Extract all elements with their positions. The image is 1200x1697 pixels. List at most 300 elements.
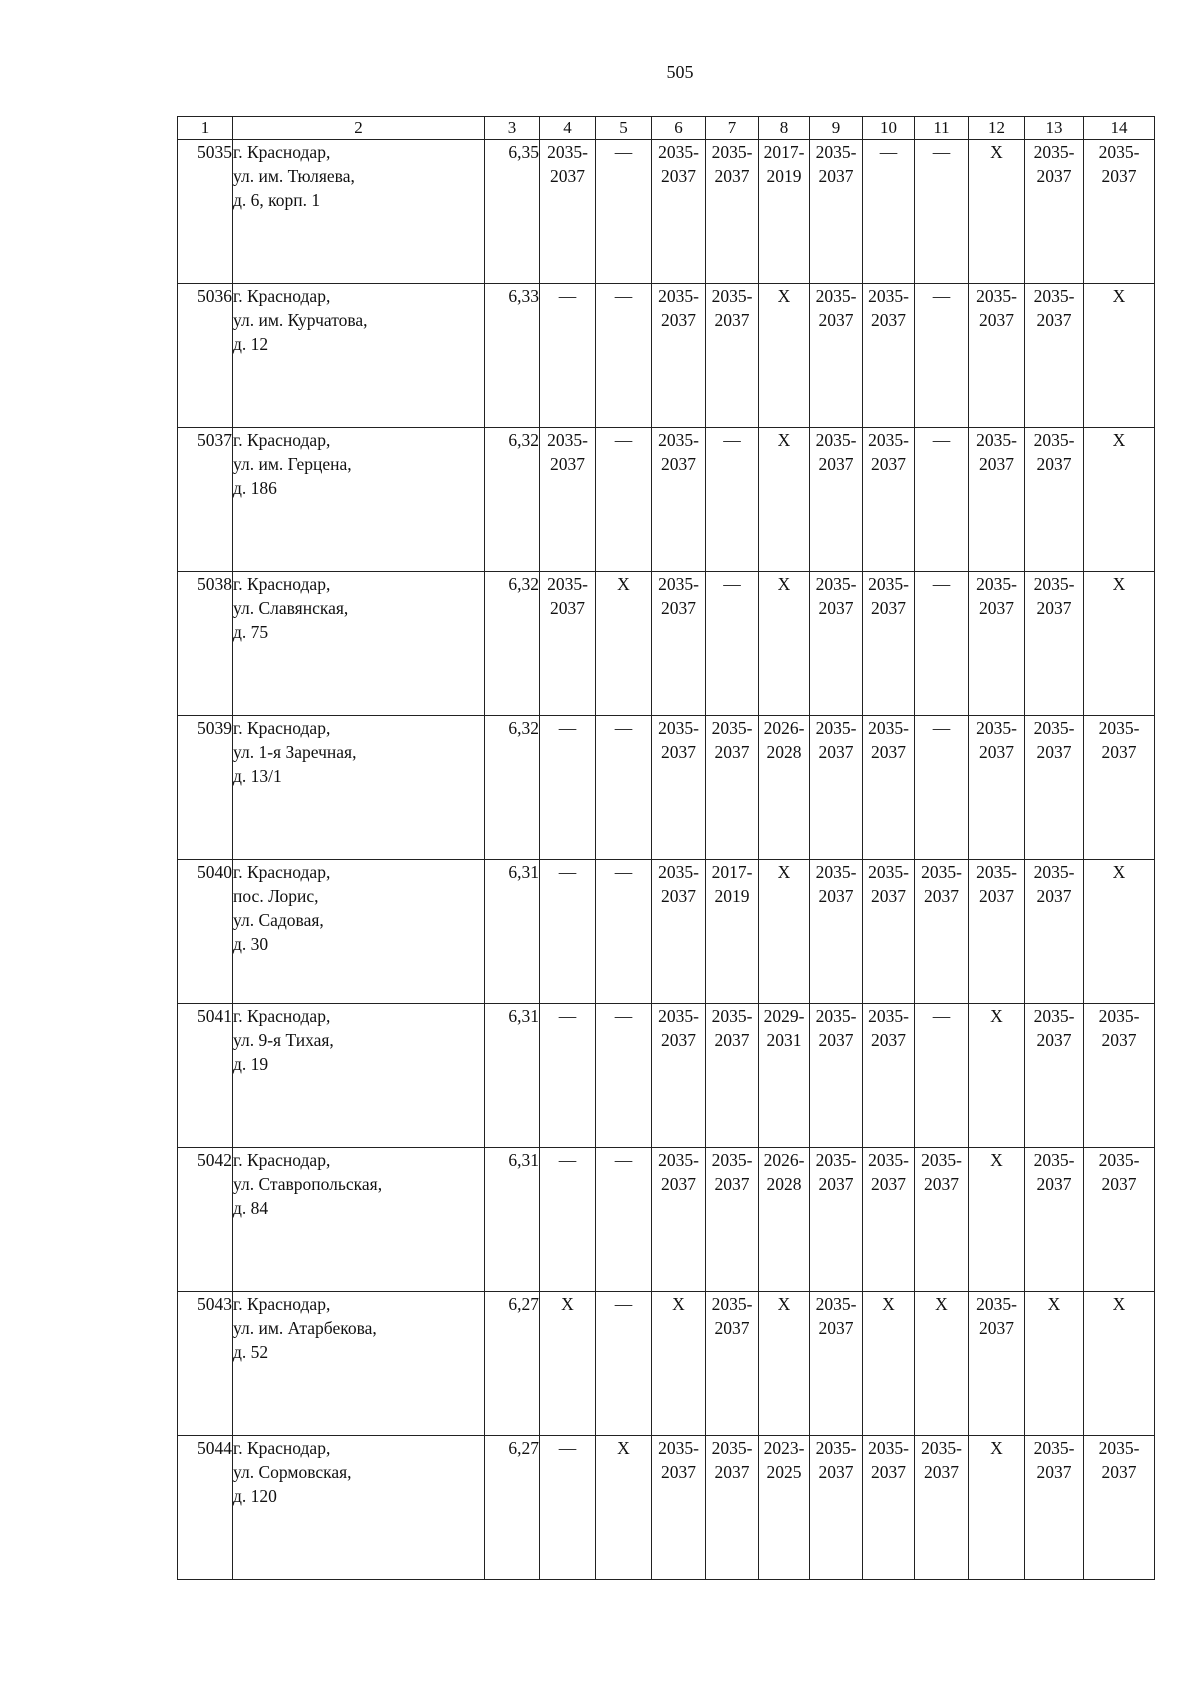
period-end: 2037 [661,886,696,906]
address-line: пос. Лорис, [233,886,319,906]
period-start: 2035- [921,1438,962,1458]
column-header: 12 [969,117,1025,140]
period-start: 2035- [976,574,1017,594]
address-cell [233,572,485,716]
period-end: 2037 [661,1030,696,1050]
row-number: 5044 [178,1436,233,1580]
address-line: д. 19 [233,1054,269,1074]
period-cell [759,1436,810,1580]
period-cell: Х [863,1292,915,1436]
period-start: 2035- [711,718,753,738]
column-header: 5 [596,117,652,140]
period-end: 2037 [1036,742,1072,762]
period-end: 2037 [871,598,906,618]
period-cell [706,1148,759,1292]
period-cell: Х [759,572,810,716]
table-row [178,284,1155,428]
value-cell: 6,32 [485,716,540,860]
period-start: 2035- [658,142,699,162]
period-end: 2037 [1101,166,1137,186]
period-cell: — [863,140,915,284]
period-start: 2035- [1033,718,1075,738]
period-cell: Х [652,1292,706,1436]
period-cell [1084,1436,1155,1580]
period-cell: Х [915,1292,969,1436]
column-header: 10 [863,117,915,140]
period-cell [1025,1436,1084,1580]
period-end: 2037 [661,598,696,618]
period-end: 2037 [1101,742,1137,762]
address-line: д. 12 [233,334,269,354]
period-end: 2037 [1036,166,1072,186]
period-start: 2035- [711,1006,753,1026]
row-number: 5036 [178,284,233,428]
value-cell: 6,27 [485,1436,540,1580]
period-cell [652,1436,706,1580]
period-start: 2035- [1033,862,1075,882]
period-start: 2035- [658,862,699,882]
period-end: 2037 [1036,1462,1072,1482]
period-cell [915,1436,969,1580]
address-cell [233,140,485,284]
period-cell [540,428,596,572]
period-cell [540,140,596,284]
value-cell: 6,33 [485,284,540,428]
address-line: ул. 9-я Тихая, [233,1030,334,1050]
value-cell: 6,27 [485,1292,540,1436]
period-cell [863,1148,915,1292]
row-number: 5037 [178,428,233,572]
period-start: 2035- [868,430,909,450]
period-cell [1084,1148,1155,1292]
period-cell [1025,140,1084,284]
period-cell [969,860,1025,1004]
column-header: 1 [178,117,233,140]
period-end: 2037 [818,1462,854,1482]
row-number: 5038 [178,572,233,716]
period-start: 2035- [658,574,699,594]
period-end: 2037 [550,166,585,186]
row-number: 5039 [178,716,233,860]
period-cell [1025,860,1084,1004]
period-start: 2035- [976,430,1017,450]
period-end: 2037 [871,742,906,762]
period-cell [540,572,596,716]
period-cell [969,716,1025,860]
period-end: 2037 [1101,1030,1137,1050]
period-start: 2035- [1033,430,1075,450]
period-cell [863,428,915,572]
period-cell: Х [1084,428,1155,572]
period-start: 2035- [1033,574,1075,594]
period-cell [1025,1004,1084,1148]
period-cell [969,284,1025,428]
period-start: 2035- [1098,1006,1140,1026]
period-start: 2035- [1033,1006,1075,1026]
period-end: 2037 [714,1318,750,1338]
period-cell: Х [759,860,810,1004]
period-start: 2035- [547,142,588,162]
address-line: д. 84 [233,1198,269,1218]
row-number: 5040 [178,860,233,1004]
period-start: 2035- [1033,1150,1075,1170]
period-start: 2035- [1033,142,1075,162]
address-line: ул. 1-я Заречная, [233,742,357,762]
period-end: 2037 [818,742,854,762]
period-cell: Х [540,1292,596,1436]
period-start: 2035- [711,142,753,162]
period-start: 2035- [868,1006,909,1026]
period-cell [863,284,915,428]
period-cell [706,860,759,1004]
period-cell [759,1148,810,1292]
period-end: 2037 [979,742,1014,762]
period-cell [652,284,706,428]
period-start: 2035- [815,862,857,882]
period-end: 2037 [924,1174,959,1194]
period-cell [652,428,706,572]
period-cell: — [915,140,969,284]
period-end: 2037 [871,1174,906,1194]
period-start: 2035- [815,430,857,450]
period-end: 2028 [766,742,802,762]
period-cell: Х [596,1436,652,1580]
period-cell [863,1436,915,1580]
period-cell [759,1004,810,1148]
period-start: 2035- [1098,718,1140,738]
period-start: 2035- [547,574,588,594]
period-end: 2037 [550,454,585,474]
period-cell [1084,1004,1155,1148]
address-line: ул. Ставропольская, [233,1174,383,1194]
address-line: д. 186 [233,478,277,498]
period-cell [863,860,915,1004]
period-end: 2037 [979,310,1014,330]
period-end: 2028 [766,1174,802,1194]
column-header: 4 [540,117,596,140]
address-line: д. 6, корп. 1 [233,190,321,210]
period-start: 2035- [1098,1438,1140,1458]
period-cell: Х [759,428,810,572]
table-row [178,428,1155,572]
value-cell: 6,32 [485,572,540,716]
period-cell: Х [759,1292,810,1436]
period-start: 2035- [921,1150,962,1170]
column-header: 14 [1084,117,1155,140]
address-line: г. Краснодар, [233,142,331,162]
table-row [178,140,1155,284]
period-cell [759,140,810,284]
repair-schedule-table [177,116,1155,1580]
period-start: 2029- [763,1006,805,1026]
period-cell [759,716,810,860]
period-start: 2035- [711,286,753,306]
period-end: 2037 [979,1318,1014,1338]
period-cell: Х [969,1004,1025,1148]
period-end: 2037 [818,454,854,474]
period-start: 2035- [658,286,699,306]
period-cell [652,572,706,716]
period-start: 2035- [1033,286,1075,306]
period-end: 2037 [1036,1030,1072,1050]
period-start: 2026- [763,1150,805,1170]
period-cell [652,716,706,860]
table-row [178,716,1155,860]
period-end: 2037 [661,1462,696,1482]
period-start: 2035- [658,1150,699,1170]
period-cell [652,1004,706,1148]
period-cell [863,572,915,716]
period-end: 2037 [1036,886,1072,906]
period-end: 2037 [818,886,854,906]
period-start: 2035- [815,574,857,594]
period-cell [1025,284,1084,428]
period-end: 2037 [871,454,906,474]
period-start: 2035- [976,718,1017,738]
period-cell: Х [596,572,652,716]
period-cell: — [596,1148,652,1292]
address-line: ул. им. Тюляева, [233,166,355,186]
address-line: г. Краснодар, [233,1006,331,1026]
column-header: 9 [810,117,863,140]
address-line: д. 30 [233,934,269,954]
period-end: 2037 [661,742,696,762]
header-row [178,117,1155,140]
period-end: 2037 [714,310,750,330]
period-start: 2035- [547,430,588,450]
period-cell: — [915,284,969,428]
address-line: д. 120 [233,1486,277,1506]
value-cell: 6,31 [485,1004,540,1148]
period-end: 2037 [714,1462,750,1482]
period-start: 2035- [868,718,909,738]
period-start: 2035- [976,862,1017,882]
period-cell: — [596,140,652,284]
column-header: 6 [652,117,706,140]
period-start: 2035- [658,1006,699,1026]
period-start: 2035- [711,1150,753,1170]
period-end: 2037 [871,310,906,330]
period-cell [810,860,863,1004]
value-cell: 6,31 [485,1148,540,1292]
period-start: 2035- [815,1006,857,1026]
period-cell [969,572,1025,716]
period-cell [706,284,759,428]
value-cell: 6,32 [485,428,540,572]
period-start: 2023- [763,1438,805,1458]
table-row [178,1292,1155,1436]
period-start: 2035- [815,142,857,162]
address-line: г. Краснодар, [233,862,331,882]
period-end: 2037 [714,166,750,186]
period-start: 2035- [815,286,857,306]
period-cell: — [915,428,969,572]
period-start: 2035- [1098,142,1140,162]
table-row [178,860,1155,1004]
address-line: г. Краснодар, [233,1438,331,1458]
period-cell: — [706,572,759,716]
period-cell: — [540,1004,596,1148]
address-line: ул. им. Курчатова, [233,310,368,330]
row-number: 5035 [178,140,233,284]
period-cell [810,140,863,284]
period-end: 2019 [766,166,802,186]
address-line: г. Краснодар, [233,1150,331,1170]
period-cell [706,716,759,860]
period-cell: — [596,860,652,1004]
period-end: 2037 [924,886,959,906]
period-end: 2037 [979,598,1014,618]
period-cell [652,140,706,284]
address-line: д. 75 [233,622,269,642]
column-header: 8 [759,117,810,140]
period-end: 2037 [661,166,696,186]
period-end: 2037 [714,1030,750,1050]
period-end: 2037 [871,1462,906,1482]
table-body [178,140,1155,1580]
period-cell [652,1148,706,1292]
period-end: 2037 [818,1318,854,1338]
period-start: 2035- [658,718,699,738]
table-row [178,572,1155,716]
period-end: 2037 [1101,1174,1137,1194]
period-cell: — [596,428,652,572]
period-cell: Х [1084,284,1155,428]
address-line: д. 13/1 [233,766,282,786]
period-end: 2037 [1036,598,1072,618]
period-start: 2035- [868,1150,909,1170]
period-start: 2035- [976,1294,1017,1314]
period-end: 2019 [714,886,750,906]
address-cell [233,428,485,572]
period-start: 2035- [868,574,909,594]
period-cell [915,860,969,1004]
period-start: 2035- [815,718,857,738]
period-end: 2037 [979,454,1014,474]
period-cell [810,428,863,572]
column-header: 2 [233,117,485,140]
address-cell [233,1436,485,1580]
period-end: 2031 [766,1030,802,1050]
address-line: ул. Сормовская, [233,1462,352,1482]
period-cell [706,1292,759,1436]
period-cell: Х [969,1436,1025,1580]
period-cell: — [596,1292,652,1436]
table-row [178,1148,1155,1292]
period-cell [915,1148,969,1292]
period-cell: — [540,860,596,1004]
period-cell: Х [759,284,810,428]
period-start: 2035- [868,1438,909,1458]
address-cell [233,1004,485,1148]
period-start: 2035- [1098,1150,1140,1170]
period-cell: — [915,1004,969,1148]
period-start: 2017- [763,142,805,162]
period-cell [810,1148,863,1292]
column-header: 13 [1025,117,1084,140]
period-start: 2035- [815,1150,857,1170]
address-line: ул. им. Герцена, [233,454,352,474]
period-end: 2037 [818,1030,854,1050]
period-cell: Х [1084,860,1155,1004]
address-cell [233,1148,485,1292]
period-end: 2037 [979,886,1014,906]
period-cell [810,1436,863,1580]
period-cell [1025,572,1084,716]
address-line: г. Краснодар, [233,430,331,450]
period-cell [969,428,1025,572]
period-cell: Х [969,1148,1025,1292]
period-cell [863,716,915,860]
period-cell [1025,1148,1084,1292]
period-cell: — [540,716,596,860]
period-start: 2035- [868,286,909,306]
period-end: 2037 [818,166,854,186]
period-cell [652,860,706,1004]
period-cell: — [596,284,652,428]
period-cell: Х [969,140,1025,284]
period-start: 2035- [658,430,699,450]
period-cell [810,1004,863,1148]
page-number: 505 [666,62,694,82]
table-row [178,1436,1155,1580]
period-cell: — [706,428,759,572]
period-cell [1025,716,1084,860]
period-cell [810,716,863,860]
period-end: 2037 [871,1030,906,1050]
row-number: 5043 [178,1292,233,1436]
address-line: ул. им. Атарбекова, [233,1318,377,1338]
period-end: 2037 [1036,1174,1072,1194]
period-end: 2037 [661,310,696,330]
period-start: 2035- [868,862,909,882]
address-line: ул. Садовая, [233,910,324,930]
period-end: 2037 [1036,454,1072,474]
period-end: 2037 [714,742,750,762]
period-end: 2037 [871,886,906,906]
period-cell [706,1436,759,1580]
value-cell: 6,31 [485,860,540,1004]
period-cell: — [540,284,596,428]
period-start: 2017- [711,862,753,882]
address-cell [233,860,485,1004]
address-line: д. 52 [233,1342,269,1362]
period-start: 2035- [921,862,962,882]
period-cell: — [915,572,969,716]
address-cell [233,716,485,860]
period-cell [1084,716,1155,860]
address-line: г. Краснодар, [233,574,331,594]
period-cell [810,1292,863,1436]
column-header: 7 [706,117,759,140]
period-end: 2037 [661,454,696,474]
period-cell [1025,428,1084,572]
period-start: 2035- [815,1438,857,1458]
column-header: 11 [915,117,969,140]
period-cell [810,572,863,716]
period-cell: — [540,1436,596,1580]
address-cell [233,284,485,428]
address-line: г. Краснодар, [233,718,331,738]
period-start: 2035- [1033,1438,1075,1458]
period-start: 2035- [815,1294,857,1314]
period-cell: — [596,716,652,860]
period-start: 2035- [711,1294,753,1314]
period-cell: — [915,716,969,860]
address-line: ул. Славянская, [233,598,349,618]
period-start: 2035- [976,286,1017,306]
period-start: 2026- [763,718,805,738]
